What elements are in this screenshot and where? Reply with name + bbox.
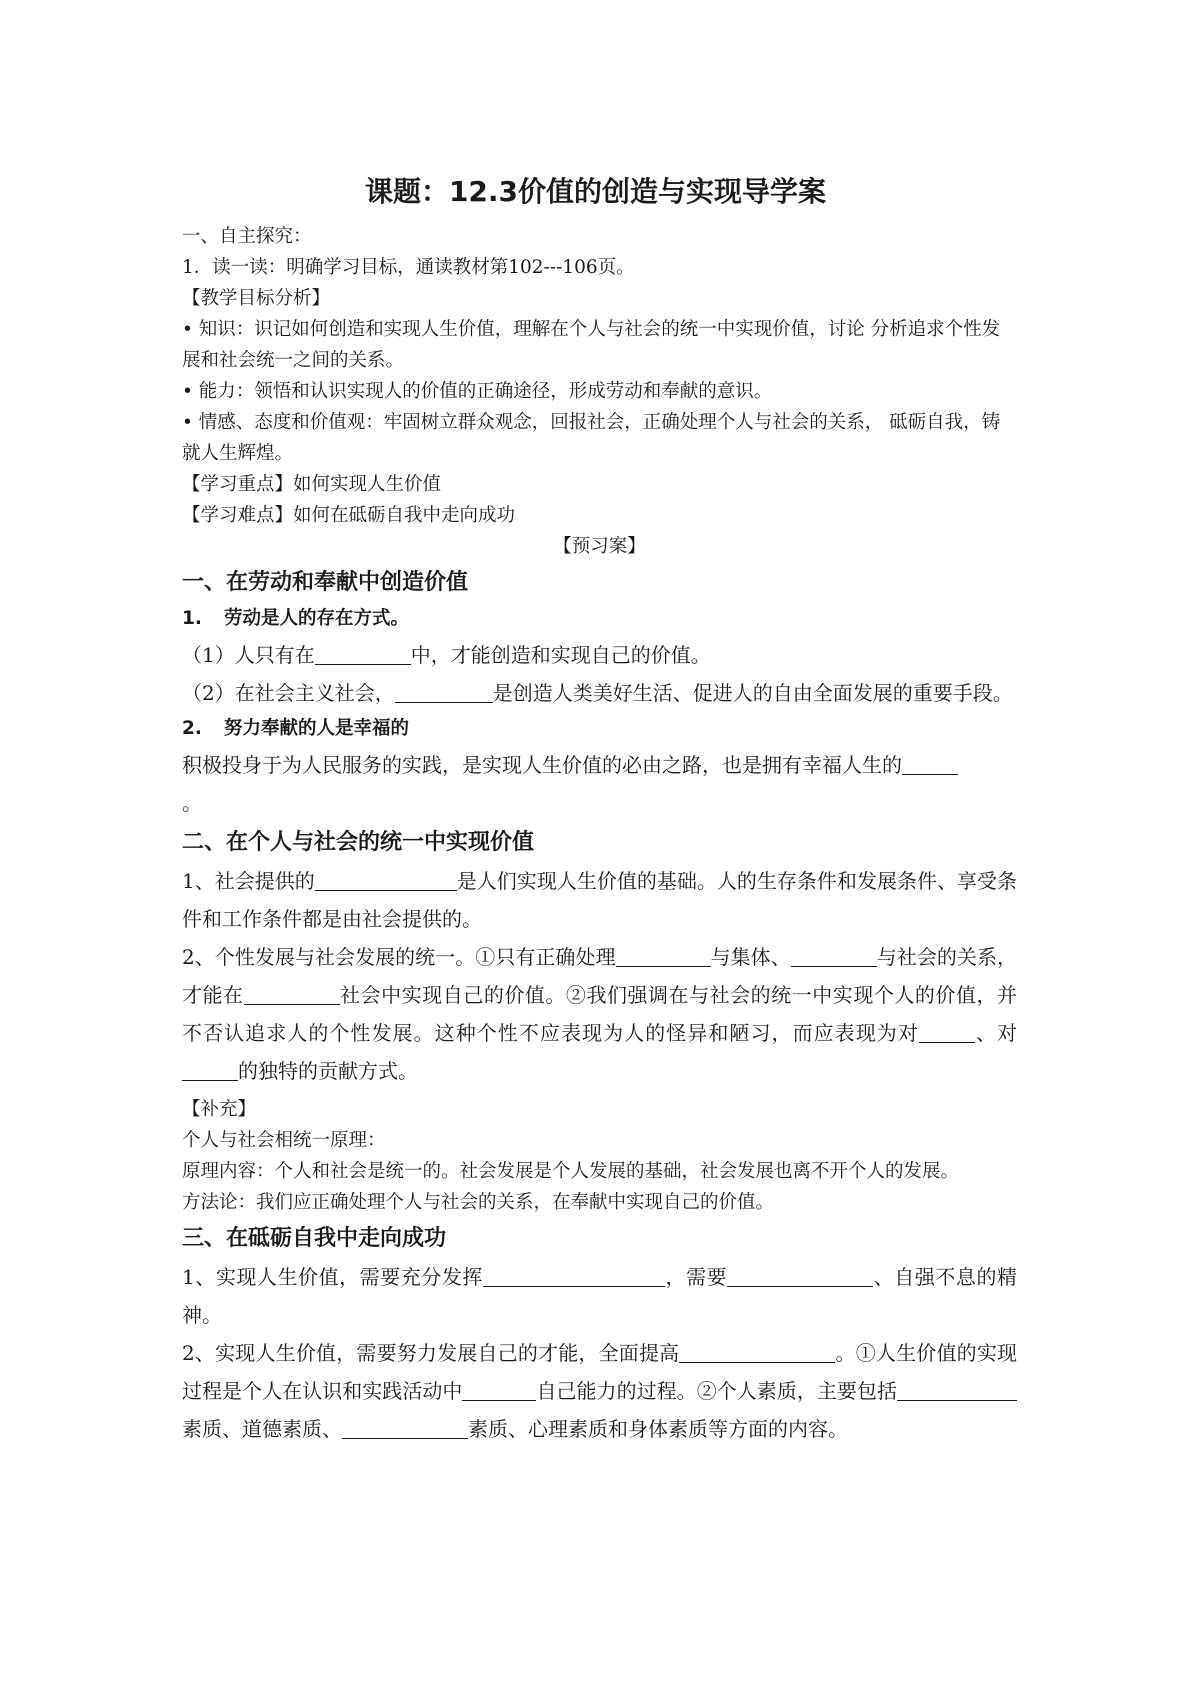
objective-values: • 情感、态度和价值观：牢固树立群众观念，回报社会，正确处理个人与社会的关系， 砥砺自我，铸就人生辉煌。	[182, 412, 1001, 464]
subheading-2	[182, 712, 1017, 746]
blank[interactable]	[679, 1342, 835, 1363]
document-body	[182, 221, 1017, 1448]
blank[interactable]	[727, 1266, 873, 1287]
blank[interactable]	[395, 682, 493, 703]
blank[interactable]	[791, 946, 877, 967]
blank[interactable]	[342, 1418, 468, 1439]
paragraph-1-3: 积极投身于为人民服务的实践，是实现人生价值的必由之路，也是拥有幸福人生的 。	[182, 746, 1017, 822]
objective-knowledge: • 知识：识记如何创造和实现人生价值，理解在个人与社会的统一中实现价值，讨论 分析追求个性发展和社会统一之间的关系。	[182, 319, 1001, 371]
reading-instruction: 1．读一读：明确学习目标，通读教材第102---106页。	[182, 257, 635, 278]
difficult-point: 【学习难点】如何在砥砺自我中走向成功	[182, 505, 516, 526]
supplement-principle-content: 原理内容：个人和社会是统一的。社会发展是个人发展的基础，社会发展也离不开个人的发展。	[182, 1161, 960, 1182]
section-intro-heading: 一、自主探究：	[182, 226, 312, 247]
paragraph-2-2: 2、个性发展与社会发展的统一。①只有正确处理 与集体、 与社会的关系，才能在 社会中实现自己的价值。②我们强调在与社会的统一中实现个人的价值，并不否认追求人的个性发展。这种个性不应表现为人的怪异和陋习，而应表现为对 、对的独特的贡献方式。	[182, 945, 1018, 1083]
blank[interactable]	[244, 984, 340, 1005]
supplement-methodology: 方法论：我们应正确处理个人与社会的关系，在奉献中实现自己的价值。	[182, 1192, 775, 1213]
subheading-1-number: 1.	[182, 608, 202, 629]
blank[interactable]	[919, 1022, 975, 1043]
paragraph-3-1: 1、实现人生价值，需要充分发挥 ，需要 、自强不息的精神。	[182, 1265, 1018, 1327]
subheading-1	[182, 602, 1017, 636]
paragraph-3-2: 2、实现人生价值，需要努力发展自己的才能，全面提高 。①人生价值的实现过程是个人在认识和实践活动中 自己能力的过程。②个人素质，主要包括素质、道德素质、 素质、心理素质和身体素质等方面的内容。	[182, 1341, 1018, 1441]
key-point: 【学习重点】如何实现人生价值	[182, 474, 442, 495]
objective-ability: • 能力：领悟和认识实现人的价值的正确途径，形成劳动和奉献的意识。	[182, 381, 773, 402]
section-two-heading: 二、在个人与社会的统一中实现价值	[182, 830, 535, 855]
section-three-heading: 三、在砥砺自我中走向成功	[182, 1226, 447, 1251]
subheading-2-number: 2.	[182, 718, 202, 739]
subheading-1-text: 劳动是人的存在方式。	[224, 608, 410, 629]
section-one-heading: 一、在劳动和奉献中创造价值	[182, 570, 469, 595]
paragraph-2-1: 1、社会提供的 是人们实现人生价值的基础。人的生存条件和发展条件、享受条件和工作条件都是由社会提供的。	[182, 869, 1017, 931]
blank[interactable]	[616, 946, 711, 967]
supplement-heading: 【补充】	[182, 1099, 257, 1120]
blank[interactable]	[483, 1266, 665, 1287]
blank[interactable]	[462, 1380, 536, 1401]
blank[interactable]	[315, 644, 411, 665]
preview-heading: 【预习案】	[553, 536, 646, 557]
blank[interactable]	[897, 1380, 1017, 1401]
objectives-heading: 【教学目标分析】	[182, 288, 331, 309]
blank[interactable]	[182, 1060, 238, 1081]
page-title: 课题：12.3价值的创造与实现导学案	[364, 175, 827, 208]
paragraph-1-1: （1）人只有在 中，才能创造和实现自己的价值。	[182, 643, 711, 667]
subheading-2-text: 努力奉献的人是幸福的	[224, 718, 410, 739]
blank[interactable]	[315, 870, 457, 891]
blank[interactable]	[902, 754, 958, 775]
paragraph-1-2: （2）在社会主义社会， 是创造人类美好生活、促进人的自由全面发展的重要手段。	[182, 681, 1013, 705]
supplement-principle-title: 个人与社会相统一原理：	[182, 1130, 386, 1151]
